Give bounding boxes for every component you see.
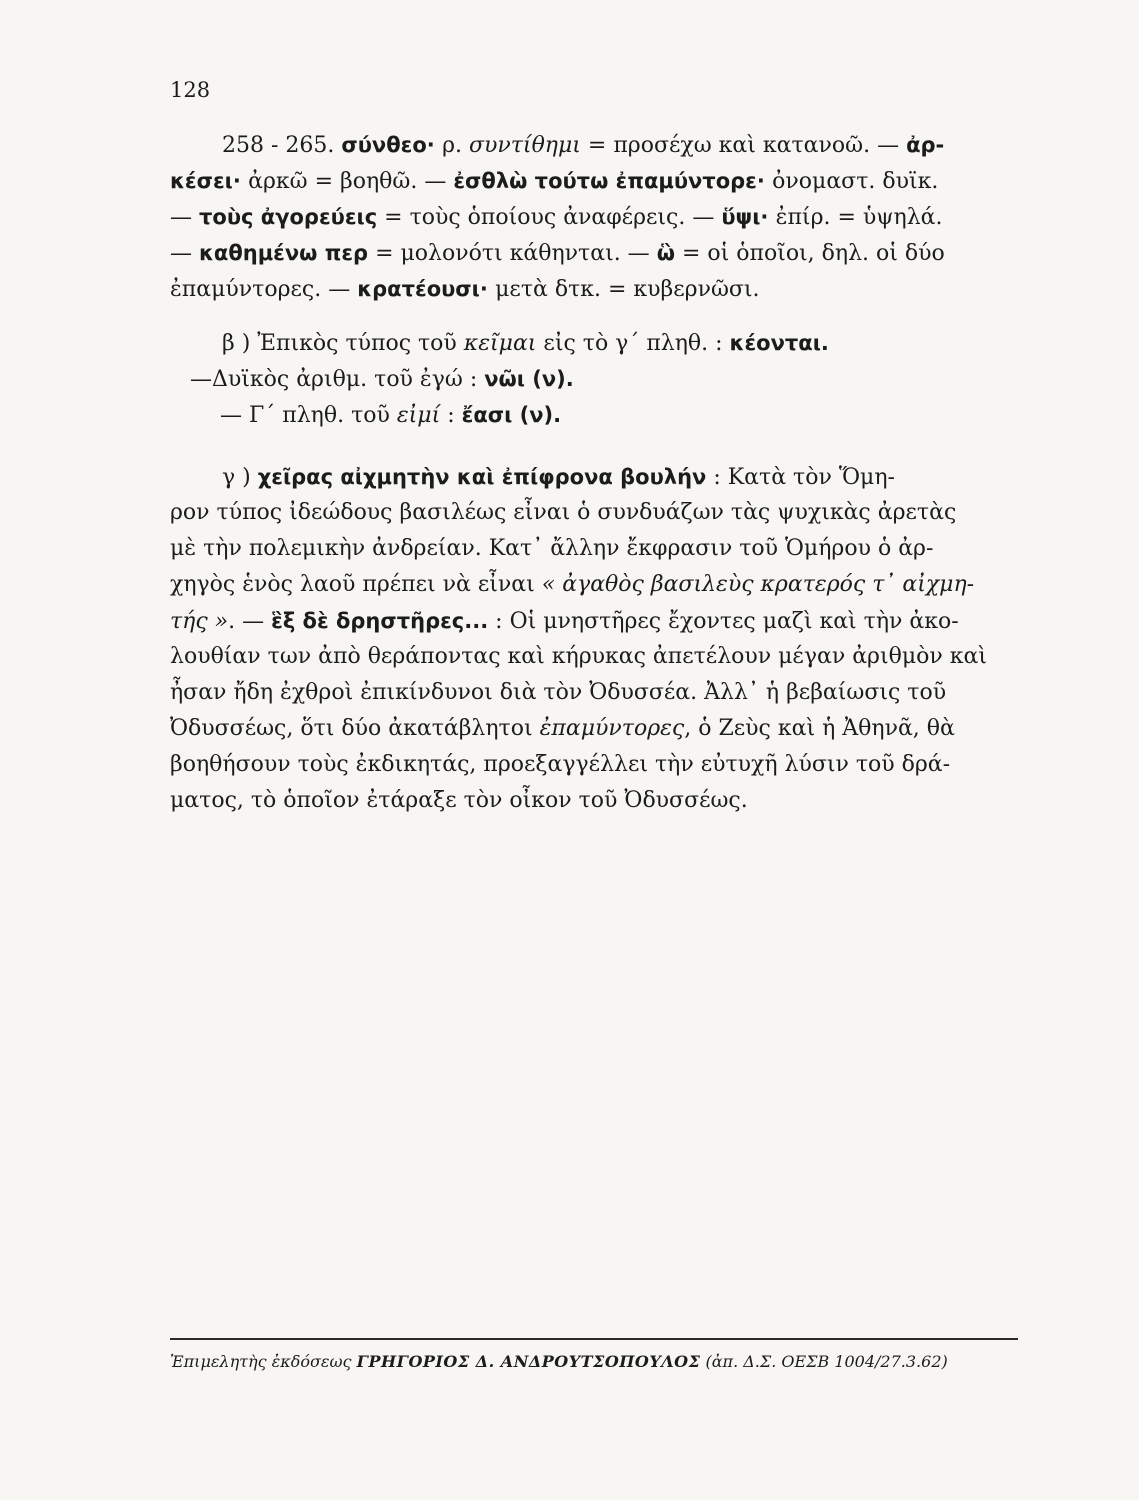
footer-rule — [170, 1338, 1018, 1340]
note-a-line-5: ἐπαμύντορες. — κρατέουσι· μετὰ δτκ. = κυβερνῶσι. — [170, 277, 760, 302]
editor-credit: Ἐπιμελητὴς ἐκδόσεως ΓΡΗΓΟΡΙΟΣ Δ. ΑΝΔΡΟΥΤΣΟΠΟΥΛΟΣ (ἀπ. Δ.Σ. ΟΕΣΒ 1004/27.3.62) — [170, 1352, 948, 1371]
note-c-line-3: μὲ τὴν πολεμικὴν ἀνδρείαν. Κατ᾽ ἄλλην ἔκφρασιν τοῦ Ὁμήρου ὁ ἀρ- — [170, 536, 934, 561]
note-c-line-2: ρον τύπος ἰδεώδους βασιλέως εἶναι ὁ συνδυάζων τὰς ψυχικὰς ἀρετὰς — [170, 500, 957, 525]
note-c-line-6: λουθίαν των ἀπὸ θεράποντας καὶ κήρυκας ἀπετέλουν μέγαν ἀριθμὸν καὶ — [170, 644, 988, 669]
page-number: 128 — [170, 78, 211, 102]
note-c-line-1: γ ) χεῖρας αἰχμητὴν καὶ ἐπίφρονα βουλήν : Κατὰ τὸν Ὅμη- — [222, 465, 895, 490]
note-c-line-8: Ὀδυσσέως, ὅτι δύο ἀκατάβλητοι ἐπαμύντορες, ὁ Ζεὺς καὶ ἡ Ἀθηνᾶ, θὰ — [170, 716, 955, 741]
note-c-line-9: βοηθήσουν τοὺς ἐκδικητάς, προεξαγγέλλει τὴν εὐτυχῆ λύσιν τοῦ δρά- — [170, 752, 951, 777]
note-b-line-1: β ) Ἐπικὸς τύπος τοῦ κεῖμαι εἰς τὸ γ΄ πληθ. : κέονται. — [222, 331, 829, 356]
note-a-line-4: — καθημένω περ = μολονότι κάθηνται. — ὣ = οἱ ὁποῖοι, δηλ. οἱ δύο — [170, 241, 945, 266]
commentary-text — [170, 127, 1020, 819]
note-c-line-10: ματος, τὸ ὁποῖον ἐτάραξε τὸν οἶκον τοῦ Ὀδυσσέως. — [170, 788, 748, 813]
note-c-line-7: ἦσαν ἤδη ἐχθροὶ ἐπικίνδυνοι διὰ τὸν Ὀδυσσέα. Ἀλλ᾽ ἡ βεβαίωσις τοῦ — [170, 680, 947, 705]
note-a-line-2: κέσει· ἀρκῶ = βοηθῶ. — ἐσθλὼ τούτω ἐπαμύντορε· ὀνομαστ. δυϊκ. — [170, 169, 939, 194]
note-c-line-4: χηγὸς ἑνὸς λαοῦ πρέπει νὰ εἶναι « ἀγαθὸς βασιλεὺς κρατερός τ᾽ αἰχμη- — [170, 572, 975, 597]
note-b-line-3: — Γ΄ πληθ. τοῦ εἰμί : ἔασι (ν). — [220, 403, 562, 428]
note-c-line-5: τής ». — ἓξ δὲ δρηστῆρες... : Οἱ μνηστῆρες ἔχοντες μαζὶ καὶ τὴν ἀκο- — [170, 609, 959, 634]
note-a-line-3: — τοὺς ἀγορεύεις = τοὺς ὁποίους ἀναφέρεις. — ὕψι· ἐπίρ. = ὑψηλά. — [170, 205, 943, 230]
note-a-line-1: 258 - 265. σύνθεο· ρ. συντίθημι = προσέχω καὶ κατανοῶ. — ἀρ- — [222, 133, 945, 158]
note-b-line-2: —Δυϊκὸς ἀριθμ. τοῦ ἐγώ : νῶι (ν). — [190, 367, 574, 392]
